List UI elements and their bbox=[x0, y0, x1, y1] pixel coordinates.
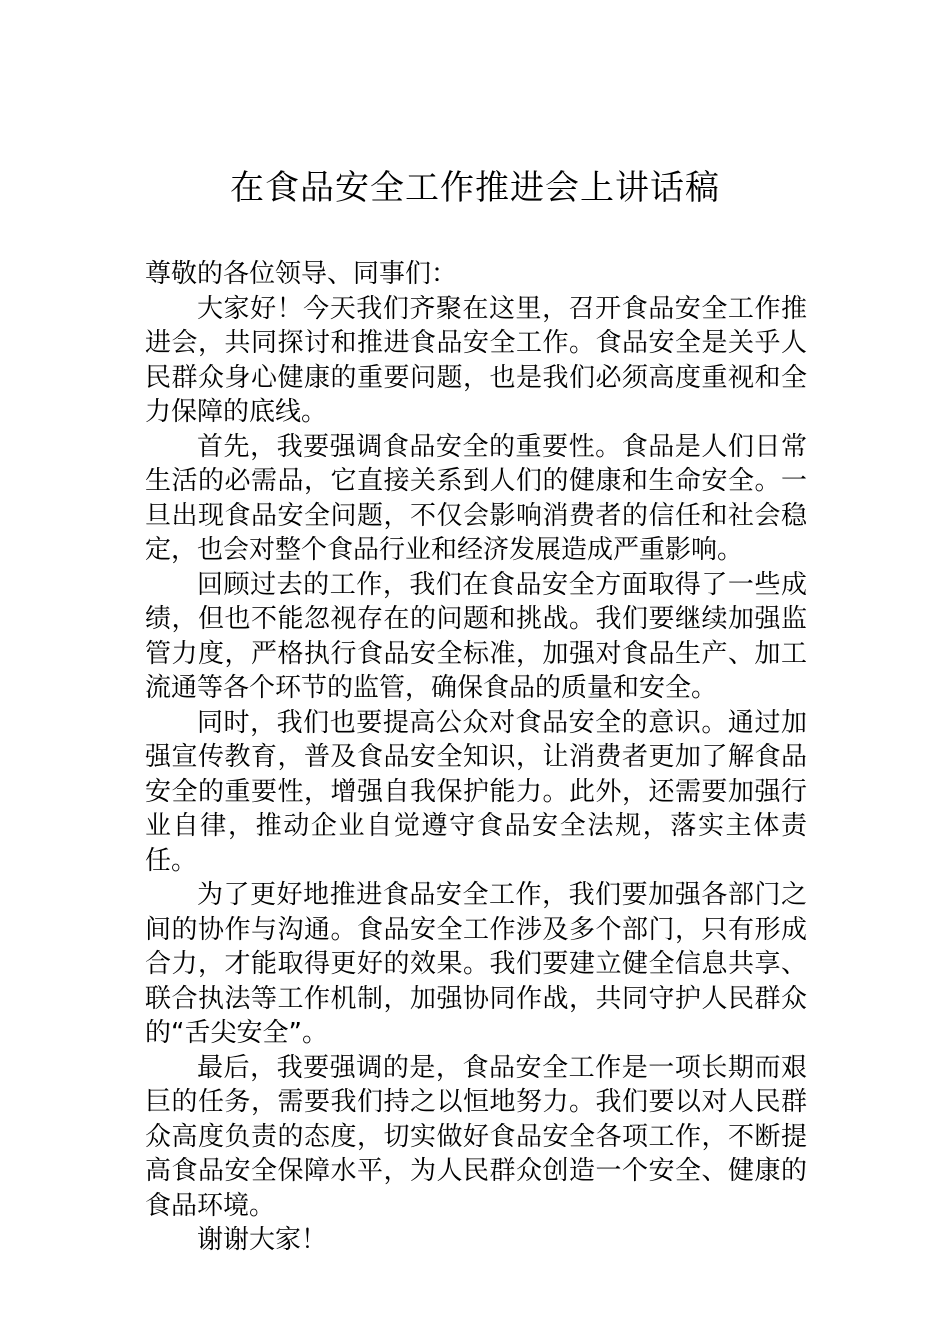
speech-body bbox=[145, 257, 807, 1258]
paragraph-thanks: 谢谢大家！ bbox=[197, 1225, 328, 1255]
document-title: 在食品安全工作推进会上讲话稿 bbox=[230, 168, 720, 208]
paragraph-awareness: 同时，我们也要提高公众对食品安全的意识。通过加强宣传教育，普及食品安全知识，让消费者更加了解食品安全的重要性，增强自我保护能力。此外，还需要加强行业自律，推动企业自觉遵守食品安全法规，落实主体责任。 bbox=[145, 707, 807, 876]
paragraph-cooperation: 为了更好地推进食品安全工作，我们要加强各部门之间的协作与沟通。食品安全工作涉及多个部门，只有形成合力，才能取得更好的效果。我们要建立健全信息共享、联合执法等工作机制，加强协同作战，共同守护人民群众的“舌尖安全”。 bbox=[145, 880, 807, 1048]
salutation: 尊敬的各位领导、同事们： bbox=[145, 259, 458, 289]
paragraph-conclusion: 最后，我要强调的是，食品安全工作是一项长期而艰巨的任务，需要我们持之以恒地努力。我们要以对人民群众高度负责的态度，切实做好食品安全各项工作，不断提高食品安全保障水平，为人民群众创造一个安全、健康的食品环境。 bbox=[145, 1052, 807, 1221]
paragraph-greeting: 大家好！今天我们齐聚在这里，召开食品安全工作推进会，共同探讨和推进食品安全工作。食品安全是关乎人民群众身心健康的重要问题，也是我们必须高度重视和全力保障的底线。 bbox=[145, 293, 807, 427]
paragraph-review: 回顾过去的工作，我们在食品安全方面取得了一些成绩，但也不能忽视存在的问题和挑战。我们要继续加强监管力度，严格执行食品安全标准，加强对食品生产、加工流通等各个环节的监管，确保食品的质量和安全。 bbox=[145, 569, 807, 703]
paragraph-importance: 首先，我要强调食品安全的重要性。食品是人们日常生活的必需品，它直接关系到人们的健康和生命安全。一旦出现食品安全问题，不仅会影响消费者的信任和社会稳定，也会对整个食品行业和经济发展造成严重影响。 bbox=[145, 431, 807, 565]
